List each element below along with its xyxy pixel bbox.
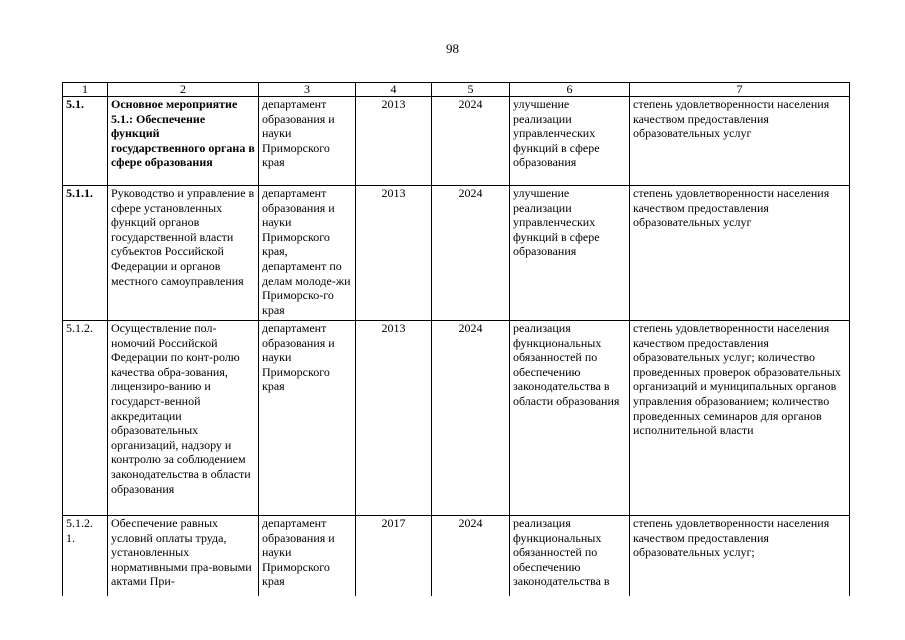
end-year: 2024: [432, 516, 510, 597]
expected-result: улучшение реализации управленческих функций в сфере образования: [510, 186, 630, 321]
end-year: 2024: [432, 186, 510, 321]
column-header: 5: [432, 83, 510, 97]
executor: департамент образования и науки Приморского края: [259, 321, 356, 516]
row-number: 5.1.2.: [63, 321, 108, 516]
start-year: 2013: [356, 321, 432, 516]
measures-table: [62, 82, 850, 596]
column-header: 4: [356, 83, 432, 97]
indicator: степень удовлетворенности населения качеством предоставления образовательных услуг;: [630, 516, 850, 597]
column-header: 6: [510, 83, 630, 97]
table-row: [63, 97, 850, 186]
expected-result: улучшение реализации управленческих функций в сфере образования: [510, 97, 630, 186]
measure-name: Руководство и управление в сфере установленных функций органов государственной власти субъектов Российской Федерации и органов местного самоуправления: [108, 186, 259, 321]
start-year: 2013: [356, 97, 432, 186]
end-year: 2024: [432, 321, 510, 516]
indicator: степень удовлетворенности населения качеством предоставления образовательных услуг: [630, 97, 850, 186]
column-header: 2: [108, 83, 259, 97]
column-header: 7: [630, 83, 850, 97]
start-year: 2013: [356, 186, 432, 321]
table-row: [63, 321, 850, 516]
expected-result: реализация функциональных обязанностей по обеспечению законодательства в: [510, 516, 630, 597]
executor: департамент образования и науки Приморского края: [259, 516, 356, 597]
indicator: степень удовлетворенности населения качеством предоставления образовательных услуг: [630, 186, 850, 321]
page-number: 98: [446, 41, 459, 56]
table-row: [63, 516, 850, 597]
column-header: 1: [63, 83, 108, 97]
measure-name: Осуществление пол-номочий Российской Федерации по конт-ролю качества обра-зования, лицензиро-ванию и государст-венной аккредитации образовательных организаций, надзору и контролю за соблюдением законодательства в области образования: [108, 321, 259, 516]
executor: департамент образования и науки Приморского края: [259, 97, 356, 186]
table-row: [63, 186, 850, 321]
executor: департамент образования и науки Приморского края, департамент по делам молоде-жи Приморско-го края: [259, 186, 356, 321]
expected-result: реализация функциональных обязанностей по обеспечению законодательства в области образования: [510, 321, 630, 516]
table-header-row: [63, 83, 850, 97]
start-year: 2017: [356, 516, 432, 597]
measure-name: Обеспечение равных условий оплаты труда, установленных нормативными пра-вовыми актами При-: [108, 516, 259, 597]
end-year: 2024: [432, 97, 510, 186]
measure-name: Основное мероприятие 5.1.: Обеспечение функций государственного органа в сфере образования: [108, 97, 259, 186]
row-number: 5.1.2. 1.: [63, 516, 108, 597]
indicator: степень удовлетворенности населения качеством предоставления образовательных услуг; количество проведенных проверок образовательных организаций и муниципальных органов управления образованием; количество проведенных семинаров для органов исполнительной власти: [630, 321, 850, 516]
row-number: 5.1.: [63, 97, 108, 186]
row-number: 5.1.1.: [63, 186, 108, 321]
column-header: 3: [259, 83, 356, 97]
